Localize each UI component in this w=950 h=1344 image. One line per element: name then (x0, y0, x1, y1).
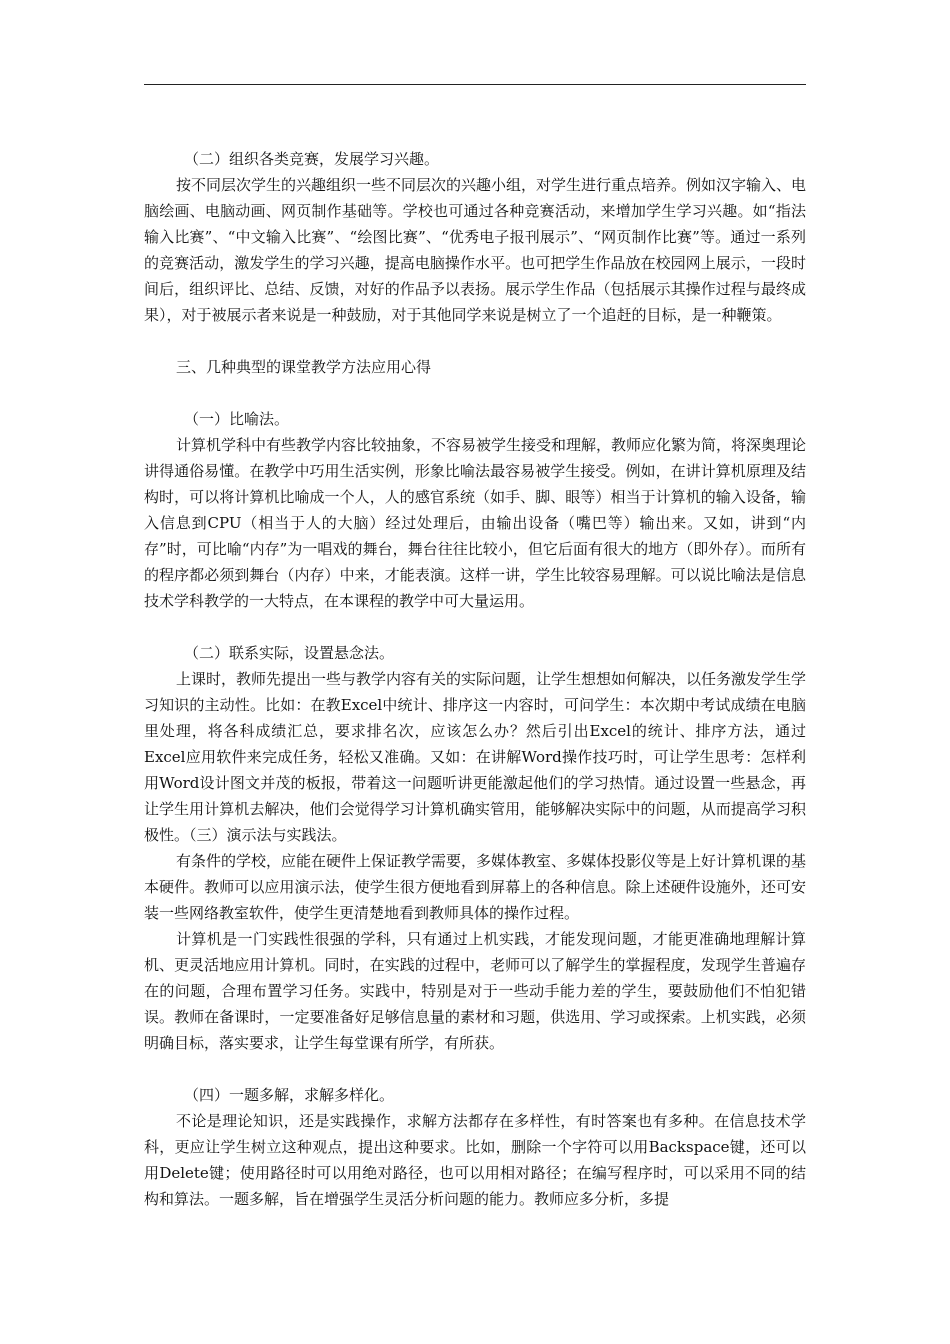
paragraph: 计算机学科中有些教学内容比较抽象，不容易被学生接受和理解，教师应化繁为简，将深奥理论讲得通俗易懂。在教学中巧用生活实例，形象比喻法最容易被学生接受。例如，在讲计算机原理及结构时，可以将计算机比喻成一个人，人的感官系统（如手、脚、眼等）相当于计算机的输入设备，输入信息到CPU（相当于人的大脑）经过处理后，由输出设备（嘴巴等）输出来。又如，讲到“内存”时，可比喻“内存”为一唱戏的舞台，舞台往往比较小，但它后面有很大的地方（即外存）。而所有的程序都必须到舞台（内存）中来，才能表演。这样一讲，学生比较容易理解。可以说比喻法是信息技术学科教学的一大特点，在本课程的教学中可大量运用。 (144, 436, 807, 610)
paragraph: 有条件的学校，应能在硬件上保证教学需要，多媒体教室、多媒体投影仪等是上好计算机课的基本硬件。教师可以应用演示法，使学生很方便地看到屏幕上的各种信息。除上述硬件设施外，还可安装一些网络教室软件，使学生更清楚地看到教师具体的操作过程。 (144, 852, 807, 922)
paragraph: 不论是理论知识，还是实践操作，求解方法都存在多样性，有时答案也有多种。在信息技术学科，更应让学生树立这种观点，提出这种要求。比如，删除一个字符可以用Backspace键，还可以用Delete键；使用路径时可以用绝对路径，也可以用相对路径；在编写程序时，可以采用不同的结构和算法。一题多解，旨在增强学生灵活分析问题的能力。教师应多分析，多提 (144, 1112, 806, 1208)
section-subheading: （二）联系实际，设置悬念法。 (184, 644, 395, 662)
section-heading: 三、几种典型的课堂教学方法应用心得 (176, 358, 432, 376)
section-subheading: （二）组织各类竞赛，发展学习兴趣。 (184, 150, 440, 168)
paragraph: 计算机是一门实践性很强的学科，只有通过上机实践，才能发现问题，才能更准确地理解计算机、更灵活地应用计算机。同时，在实践的过程中，老师可以了解学生的掌握程度，发现学生普遍存在的问题，合理布置学习任务。实践中，特别是对于一些动手能力差的学生，要鼓励他们不怕犯错误。教师在备课时，一定要准备好足够信息量的素材和习题，供选用、学习或探索。上机实践，必须明确目标，落实要求，让学生每堂课有所学，有所获。 (144, 930, 806, 1052)
section-subheading: （四）一题多解，求解多样化。 (184, 1086, 395, 1104)
section-subheading: （一）比喻法。 (184, 410, 290, 428)
header-rule (144, 84, 806, 85)
paragraph: 上课时，教师先提出一些与教学内容有关的实际问题，让学生想想如何解决，以任务激发学生学习知识的主动性。比如：在教Excel中统计、排序这一内容时，可问学生：本次期中考试成绩在电脑里处理，将各科成绩汇总，要求排名次，应该怎么办？然后引出Excel的统计、排序方法，通过Excel应用软件来完成任务，轻松又准确。又如：在讲解Word操作技巧时，可让学生思考：怎样利用Word设计图文并茂的板报，带着这一问题听讲更能激起他们的学习热情。通过设置一些悬念，再让学生用计算机去解决，他们会觉得学习计算机确实管用，能够解决实际中的问题，从而提高学习积极性。（三）演示法与实践法。 (144, 670, 807, 844)
paragraph: 按不同层次学生的兴趣组织一些不同层次的兴趣小组，对学生进行重点培养。例如汉字输入、电脑绘画、电脑动画、网页制作基础等。学校也可通过各种竞赛活动，来增加学生学习兴趣。如“指法输入比赛”、“中文输入比赛”、“绘图比赛”、“优秀电子报刊展示”、“网页制作比赛”等。通过一系列的竞赛活动，激发学生的学习兴趣，提高电脑操作水平。也可把学生作品放在校园网上展示，一段时间后，组织评比、总结、反馈，对好的作品予以表扬。展示学生作品（包括展示其操作过程与最终成果），对于被展示者来说是一种鼓励，对于其他同学来说是树立了一个追赶的目标，是一种鞭策。 (144, 176, 807, 324)
document-body (144, 146, 806, 1212)
